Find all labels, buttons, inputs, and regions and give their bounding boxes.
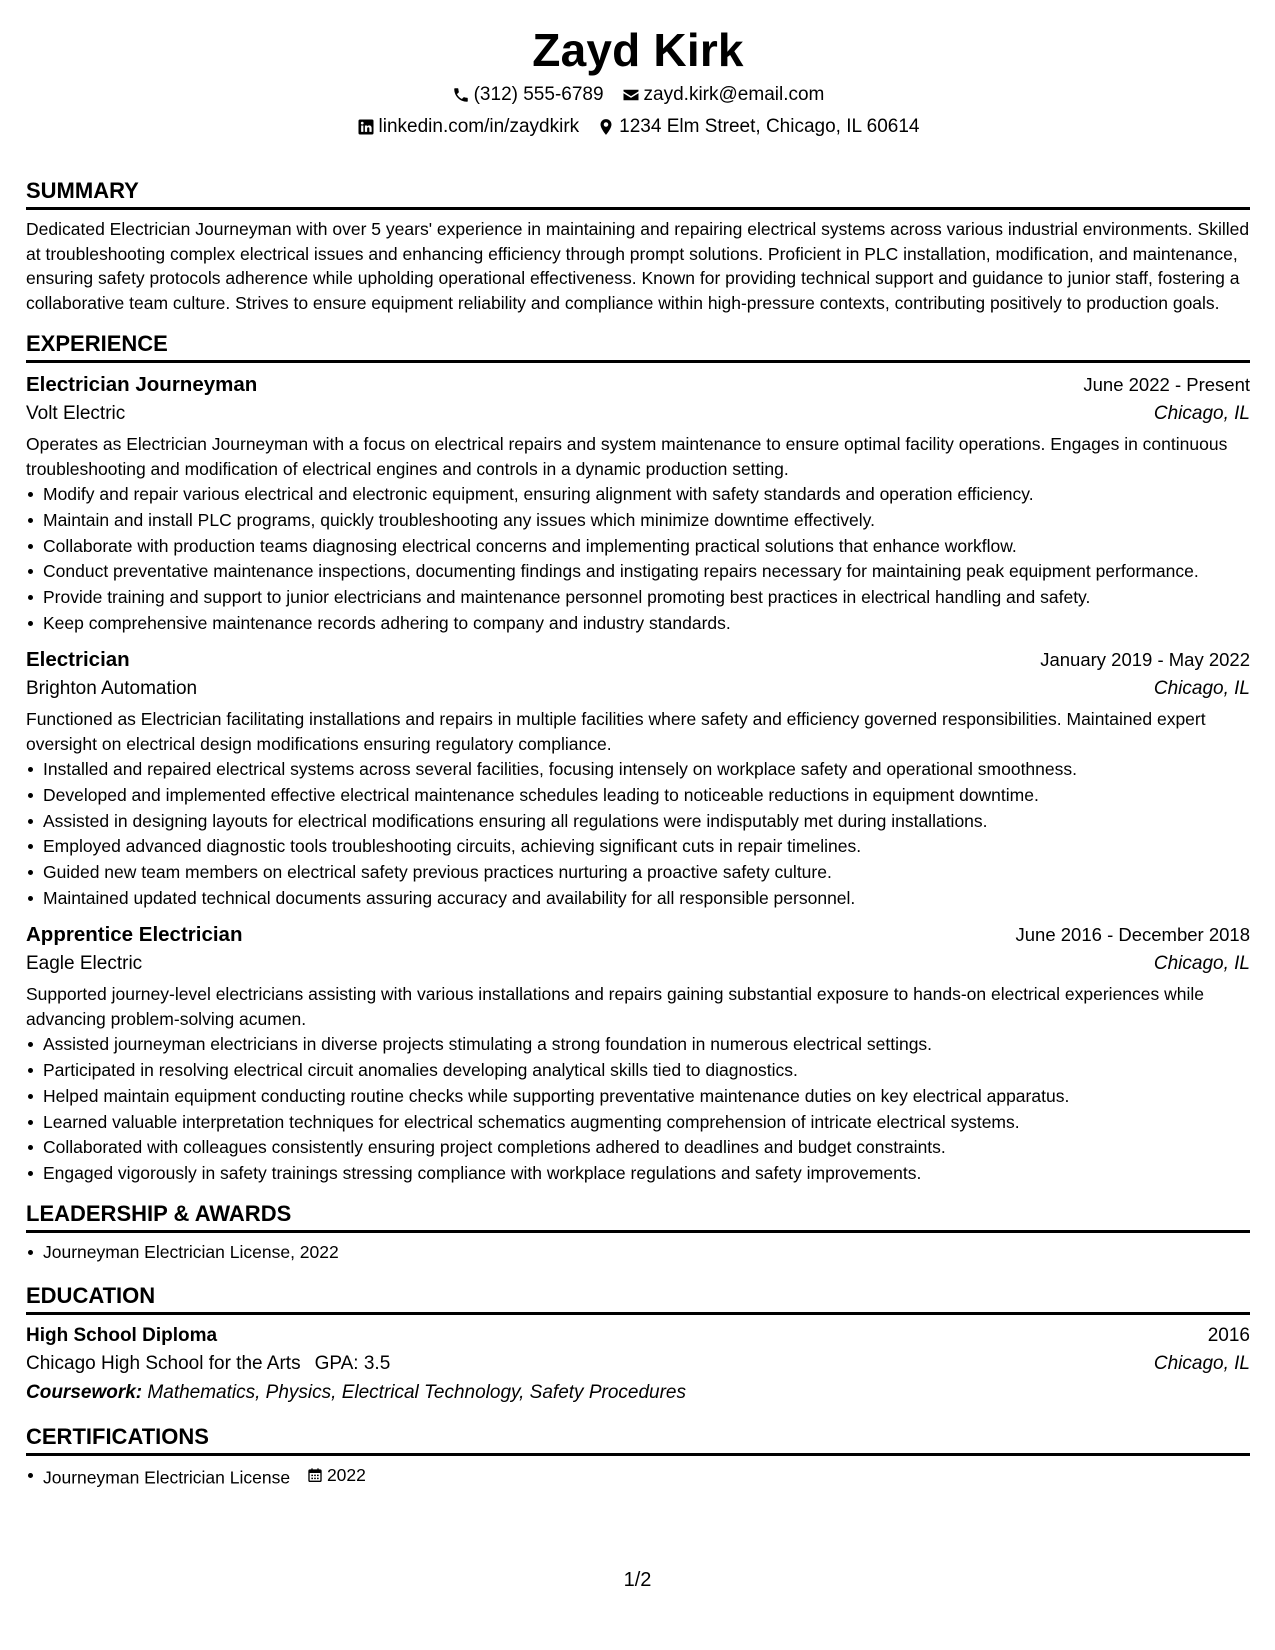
certifications-list bbox=[26, 1463, 1250, 1490]
summary-heading: SUMMARY bbox=[26, 178, 1250, 210]
job-bullet: Helped maintain equipment conducting routine checks while supporting preventative maintenance duties on key electrical apparatus. bbox=[43, 1084, 1250, 1109]
job-bullet: Collaborate with production teams diagnosing electrical concerns and implementing practical solutions that enhance workflow. bbox=[43, 534, 1250, 559]
job-bullet: Maintain and install PLC programs, quickly troubleshooting any issues which minimize downtime effectively. bbox=[43, 508, 1250, 533]
school-info bbox=[26, 1349, 390, 1379]
job-title: Electrician bbox=[26, 648, 130, 672]
job-bullet: Collaborated with colleagues consistently ensuring project completions adhered to deadlines and budget constraints. bbox=[43, 1135, 1250, 1160]
job-bullets bbox=[26, 757, 1250, 910]
award-item: Journeyman Electrician License, 2022 bbox=[43, 1240, 1250, 1265]
email-contact bbox=[622, 83, 825, 107]
job-bullet: Modify and repair various electrical and electronic equipment, ensuring alignment with safety standards and operation efficiency. bbox=[43, 482, 1250, 507]
job-bullet: Guided new team members on electrical safety previous practices nurturing a proactive safety culture. bbox=[43, 860, 1250, 885]
linkedin-icon bbox=[357, 118, 375, 136]
job-title: Apprentice Electrician bbox=[26, 923, 243, 947]
phone-contact bbox=[452, 83, 604, 107]
linkedin-contact bbox=[357, 115, 580, 139]
email-text: zayd.kirk@email.com bbox=[643, 84, 825, 105]
gpa-text: GPA: 3.5 bbox=[314, 1352, 391, 1374]
job-bullet: Conduct preventative maintenance inspections, documenting findings and instigating repairs necessary for maintaining peak equipment performance. bbox=[43, 559, 1250, 584]
awards-section bbox=[26, 1201, 1250, 1265]
job-date: January 2019 - May 2022 bbox=[1040, 649, 1250, 671]
education-section bbox=[26, 1283, 1250, 1407]
job-description: Operates as Electrician Journeyman with a focus on electrical repairs and system maintenance to ensure optimal facility operations. Engages in continuous troubleshooting and modification of electrical engines and controls in a dynamic production setting. bbox=[26, 434, 1228, 479]
resume-page bbox=[26, 0, 1250, 1490]
certifications-section bbox=[26, 1424, 1250, 1490]
contact-row-primary bbox=[26, 83, 1250, 107]
education-entry bbox=[26, 1323, 1250, 1407]
school-name: Chicago High School for the Arts bbox=[26, 1352, 301, 1374]
linkedin-text: linkedin.com/in/zaydkirk bbox=[378, 116, 580, 137]
certification-name: Journeyman Electrician License bbox=[43, 1467, 291, 1488]
job-bullets bbox=[26, 1032, 1250, 1185]
coursework-text: Mathematics, Physics, Electrical Technology, Safety Procedures bbox=[147, 1381, 686, 1403]
job-entry bbox=[26, 371, 1250, 635]
degree-name: High School Diploma bbox=[26, 1324, 218, 1346]
job-bullet: Installed and repaired electrical systems across several facilities, focusing intensely on workplace safety and operational smoothness. bbox=[43, 757, 1250, 782]
envelope-icon bbox=[622, 86, 640, 104]
certifications-heading: CERTIFICATIONS bbox=[26, 1424, 1250, 1456]
job-date: June 2022 - Present bbox=[1083, 374, 1250, 395]
school-location: Chicago, IL bbox=[1153, 1352, 1250, 1374]
coursework-label: Coursework: bbox=[26, 1381, 143, 1403]
experience-section bbox=[26, 331, 1250, 1185]
job-bullet: Provide training and support to junior electricians and maintenance personnel promoting best practices in electrical handling and safety. bbox=[43, 585, 1250, 610]
job-bullets bbox=[26, 482, 1250, 635]
company-name: Volt Electric bbox=[26, 403, 126, 424]
job-bullet: Learned valuable interpretation techniques for electrical schematics augmenting comprehension of intricate electrical systems. bbox=[43, 1110, 1250, 1135]
job-bullet: Maintained updated technical documents assuring accuracy and availability for all responsible personnel. bbox=[43, 886, 1250, 911]
calendar-icon bbox=[307, 1467, 323, 1483]
job-bullet: Assisted in designing layouts for electrical modifications ensuring all regulations were indisputably met during installations. bbox=[43, 809, 1250, 834]
job-description: Supported journey-level electricians assisting with various installations and repairs gaining substantial exposure to hands-on electrical experiences while advancing problem-solving acumen. bbox=[26, 984, 1205, 1029]
job-entry bbox=[26, 921, 1250, 1185]
contact-row-secondary bbox=[26, 115, 1250, 139]
summary-text: Dedicated Electrician Journeyman with over 5 years' experience in maintaining and repairing electrical systems across various industrial environments. Skilled at troubleshooting complex electrical issues and enhancing efficiency through prompt solutions. Proficient in PLC installation, modification, and maintenance, ensuring safety protocols adherence while upholding operational effectiveness. Known for providing technical support and guidance to junior staff, fostering a collaborative team culture. Strives to ensure equipment reliability and compliance within high-pressure contexts, contributing positively to production goals. bbox=[26, 219, 1250, 313]
certification-date-text: 2022 bbox=[326, 1464, 366, 1485]
job-bullet: Developed and implemented effective electrical maintenance schedules leading to noticeable reductions in equipment downtime. bbox=[43, 783, 1250, 808]
phone-text: (312) 555-6789 bbox=[473, 84, 604, 105]
candidate-name: Zayd Kirk bbox=[532, 24, 744, 76]
coursework-line bbox=[26, 1379, 1250, 1407]
summary-section bbox=[26, 178, 1250, 315]
map-pin-icon bbox=[597, 118, 615, 136]
job-description: Functioned as Electrician facilitating installations and repairs in multiple facilities where safety and efficiency governed responsibilities. Maintained expert oversight on electrical design modifications ensuring regulatory compliance. bbox=[26, 709, 1206, 754]
job-location: Chicago, IL bbox=[1153, 403, 1250, 424]
certification-item bbox=[43, 1463, 1250, 1490]
graduation-year: 2016 bbox=[1207, 1324, 1250, 1346]
company-name: Eagle Electric bbox=[26, 953, 143, 975]
company-name: Brighton Automation bbox=[26, 678, 198, 700]
job-bullet: Keep comprehensive maintenance records adhering to company and industry standards. bbox=[43, 611, 1250, 636]
job-date: June 2016 - December 2018 bbox=[1015, 924, 1250, 946]
address-text: 1234 Elm Street, Chicago, IL 60614 bbox=[619, 116, 920, 137]
job-location: Chicago, IL bbox=[1153, 678, 1250, 700]
certification-date bbox=[307, 1463, 366, 1488]
address-contact bbox=[597, 115, 919, 139]
awards-list bbox=[26, 1240, 1250, 1265]
job-title: Electrician Journeyman bbox=[26, 373, 258, 396]
job-bullet: Employed advanced diagnostic tools troubleshooting circuits, achieving significant cuts in repair timelines. bbox=[43, 834, 1250, 859]
job-bullet: Assisted journeyman electricians in diverse projects stimulating a strong foundation in numerous electrical settings. bbox=[43, 1032, 1250, 1057]
phone-icon bbox=[452, 86, 470, 104]
job-bullet: Participated in resolving electrical circuit anomalies developing analytical skills tied to diagnostics. bbox=[43, 1058, 1250, 1083]
page-number: 1/2 bbox=[623, 1569, 652, 1591]
job-location: Chicago, IL bbox=[1153, 953, 1250, 975]
experience-heading: EXPERIENCE bbox=[26, 331, 1250, 363]
awards-heading: LEADERSHIP & AWARDS bbox=[26, 1201, 1250, 1233]
job-bullet: Engaged vigorously in safety trainings stressing compliance with workplace regulations and safety improvements. bbox=[43, 1161, 1250, 1186]
job-entry bbox=[26, 646, 1250, 910]
education-heading: EDUCATION bbox=[26, 1283, 1250, 1315]
